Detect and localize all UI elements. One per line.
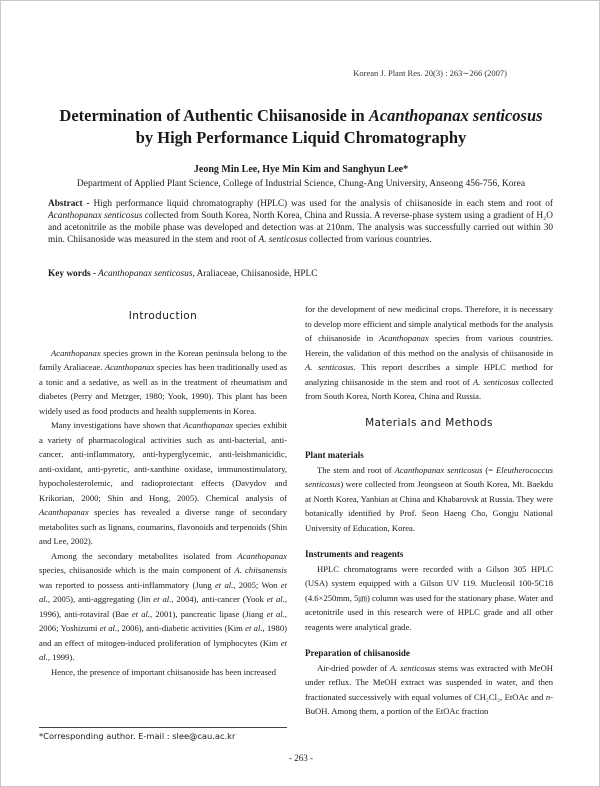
keyword-species: Acanthopanax senticosus <box>96 269 193 279</box>
section-heading-methods: Materials and Methods <box>365 416 493 429</box>
intro-paragraph-3: Among the secondary metabolites isolated from Acanthopanax species, chiisanoside which is the main component of A. chiisanensis was reported to possess anti-inflammatory (Jung et al., 2005; Won et al., 2005), anti-aggregating (Jin et al., 2004), anti-cancer (Yook et al., 1996), anti-rotaviral (Bae et al., 2001), pancreatic lipase (Jiang et al., 2006; Yoshizumi et al., 2006), anti-diabetic activities (Kim et al., 1980) and an effect of mitogen-induced proliferation of lymphocytes (Kim et al., 1999). <box>39 550 288 662</box>
corresponding-author-footnote: *Corresponding author. E-mail : slee@cau.ac.kr <box>39 731 236 741</box>
abstract-text: collected from various countries. <box>306 235 432 245</box>
section-heading-introduction: Introduction <box>128 310 198 322</box>
keywords <box>48 269 553 279</box>
title-line2: by High Performance Liquid Chromatography <box>135 128 467 147</box>
subsection-instruments: Instruments and reagents <box>305 549 404 559</box>
title-text: Determination of Authentic Chiisanoside in <box>59 106 369 125</box>
title-species: Acanthopanax senticosus <box>368 106 543 125</box>
subsection-preparation: Preparation of chiisanoside <box>305 648 410 658</box>
abstract-text: High performance liquid chromatography (HPLC) was used for the analysis of chiisanoside in each stem and root of <box>89 199 553 209</box>
abstract-species: A. senticosus <box>258 235 307 245</box>
right-column <box>305 302 553 719</box>
intro-paragraph-4: Hence, the presence of important chiisanoside has been increased <box>51 666 277 677</box>
keywords-label: Key words - <box>48 269 97 279</box>
journal-citation: Korean J. Plant Res. 20(3) : 263∼266 (2007) <box>353 68 507 78</box>
abstract <box>48 198 553 246</box>
preparation-text: Air-dried powder of A. senticosus stems was extracted with MeOH under reflux. The MeOH extract was suspended in water, and then fractionated successively with equal volumes of CH₂Cl₂, EtOAc and n-BuOH. Among them, a portion of the EtOAc fraction <box>305 662 553 716</box>
author-list: Jeong Min Lee, Hye Min Kim and Sanghyun Lee* <box>193 164 409 175</box>
intro-paragraph-1: Acanthopanax species grown in the Korean peninsula belong to the family Araliaceae. Acanthopanax species has been traditionally used as a tonic and a sedative, as well as in the treatment of rheumatism and diabetes (Perry and Metzger, 1980; Yook, 1990). This plant has been widely used as food products and health supplements in Korea. <box>39 347 287 416</box>
plant-materials-text: The stem and root of Acanthopanax senticosus (= Eleutherococcus senticosus) were collected from Jeongseon at South Korea, Mt. Baekdu at North Korea, Yanbian at China and Khabarovsk at Russia. They were botanically identified by Prof. Seon Haeng Cho, Gongju National University of Education, Korea. <box>305 464 553 533</box>
abstract-label: Abstract - <box>48 199 90 209</box>
subsection-plant-materials: Plant materials <box>305 450 364 460</box>
keywords-text: , Araliaceae, Chiisanoside, HPLC <box>192 269 318 279</box>
page-number: - 263 - <box>289 753 313 763</box>
footnote-divider <box>39 727 287 728</box>
affiliation: Department of Applied Plant Science, College of Industrial Science, Chung-Ang University, Anseong 456-756, Korea <box>76 179 526 189</box>
paper-title <box>41 105 561 149</box>
instruments-text: HPLC chromatograms were recorded with a Gilson 305 HPLC (USA) system equipped with a Gilson UV 119. Mucleosil 100-5C18 (4.6×250mm, 5㎛) column was used for the stationary phase. Water and acetonitrile used in this research were of HPLC grade and all other reagents were analytical grade. <box>305 563 553 632</box>
intro-paragraph-5: for the development of new medicinal crops. Therefore, it is necessary to develop more efficient and simple analytical methods for the analysis of chiisanoside in Acanthopanax species from various countries. Herein, the validation of this method on the analysis of chiisanoside in A. senticosus. This report describes a simple HPLC method for analyzing chiisanoside in the stem and root of A. senticosus collected from South Korea, North Korea, China and Russia. <box>305 304 554 401</box>
abstract-species: Acanthopanax senticosus <box>48 211 143 221</box>
intro-paragraph-2: Many investigations have shown that Acanthopanax species exhibit a variety of pharmacological activities such as anti-bacterial, anti-cancer, anti-inflammatory, anti-hyperglycemic, anti-leishmanicidic, anti-oxidant, anti-pyretic, anti-xanthine oxidase, immunostimulatory, hypocholesterolemic, and radioprotectant effects (Davydov and Krikorian, 2000; Shin and Hong, 2005). Chemical analysis of Acanthopanax species has revealed a diverse range of secondary metabolites such as lignans, coumarins, flavonoids and terpenoids (Shin and Lee, 2002). <box>39 420 287 546</box>
abstract-text: collected from South Korea, North Korea, China and Russia. A reverse-phase system using a gradient of H₂O and acetonitrile as the mobile phase was developed and detection was at 210nm. The analysis was successfully carried out within 30 min. Chiisanoside was measured in the stem and root of <box>48 211 553 245</box>
left-column <box>39 301 287 679</box>
